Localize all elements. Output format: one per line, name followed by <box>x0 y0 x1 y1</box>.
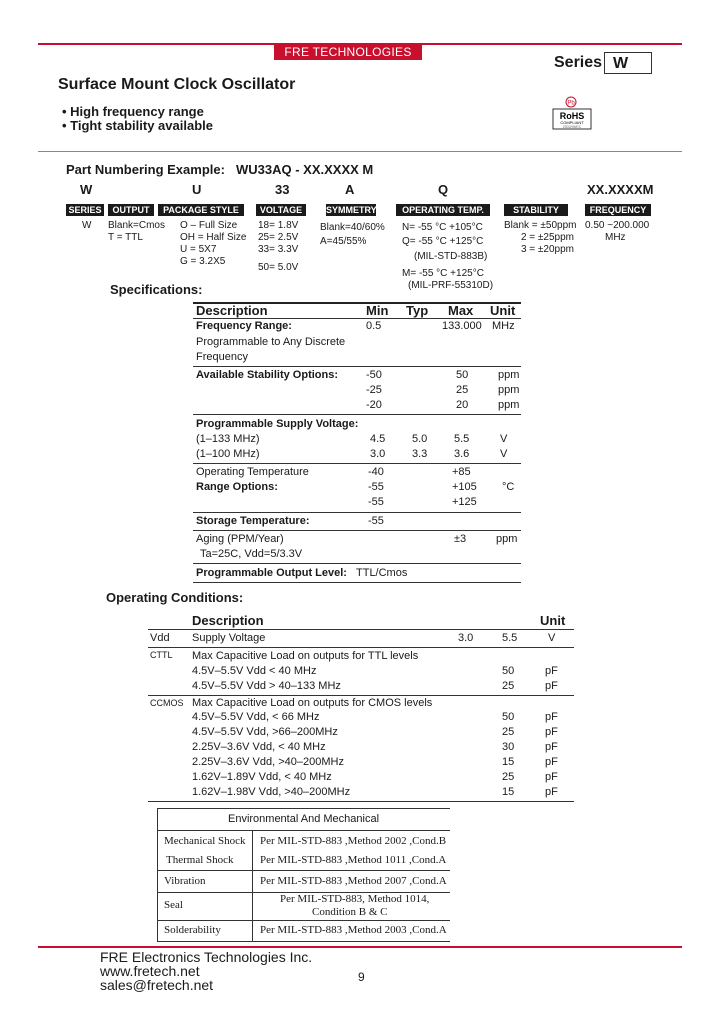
output-option: Blank=Cmos <box>108 220 165 231</box>
temp-options <box>402 222 493 292</box>
code-frequency: XX.XXXXM <box>587 182 654 197</box>
tag-stability: STABILITY <box>504 204 568 216</box>
env-item-thermal-shock: Thermal Shock <box>166 854 234 866</box>
rohs-sub2: 2002/95/EC <box>562 125 582 129</box>
code-temp: Q <box>438 182 449 197</box>
stability-option: Blank = ±50ppm <box>504 220 577 231</box>
env-spec-thermal-shock: Per MIL-STD-883 ,Method 1011 ,Cond.A <box>260 854 447 866</box>
stab-max: 20 <box>456 399 469 411</box>
tag-series: SERIES <box>66 204 104 216</box>
series-label: Series <box>554 54 603 71</box>
oc-col-unit: Unit <box>540 613 566 628</box>
tag-operating-temp: OPERATING TEMP. <box>396 204 490 216</box>
vdd-unit: V <box>548 632 556 644</box>
vdd-description: Supply Voltage <box>192 632 266 644</box>
rohs-badge <box>552 96 598 130</box>
cmos-row-unit: pF <box>545 756 558 768</box>
ttl-row-unit: pF <box>545 680 558 692</box>
supply-voltage-label: Programmable Supply Voltage: <box>196 418 359 430</box>
temp-option-note: (MIL-PRF-55310D) <box>408 280 494 291</box>
env-left-border <box>157 808 158 942</box>
aging-max: ±3 <box>454 533 467 545</box>
spec-row-rule <box>193 563 521 564</box>
supply-unit: V <box>500 448 508 460</box>
spec-header-rule <box>193 318 521 319</box>
ttl-title: Max Capacitive Load on outputs for TTL levels <box>192 650 419 662</box>
optemp-max: +85 <box>452 466 471 478</box>
symmetry-option: A=45/55% <box>320 236 367 247</box>
temp-option: N= -55 °C +105°C <box>402 222 483 233</box>
frequency-option: MHz <box>605 232 626 243</box>
env-spec-solderability: Per MIL-STD-883 ,Method 2003 ,Cond.A <box>260 924 447 936</box>
range-options-label: Range Options: <box>196 481 278 493</box>
env-row-rule <box>157 920 450 921</box>
env-item-mechanical-shock: Mechanical Shock <box>164 835 246 847</box>
package-option: U = 5X7 <box>180 244 217 255</box>
spec-bottom-rule <box>193 582 521 583</box>
optemp-unit: °C <box>502 481 515 493</box>
env-item-seal: Seal <box>164 899 183 911</box>
footer-website[interactable]: www.fretech.net <box>100 963 200 979</box>
cmos-row-value: 25 <box>502 726 515 738</box>
ttl-row-unit: pF <box>545 665 558 677</box>
bullet-1: • High frequency range <box>62 104 204 119</box>
cmos-row-unit: pF <box>545 711 558 723</box>
brand-banner: FRE TECHNOLOGIES <box>274 44 422 60</box>
voltage-option: 18= 1.8V <box>258 220 299 231</box>
spec-col-min: Min <box>366 303 389 318</box>
part-numbering-heading: Part Numbering Example: <box>66 162 225 177</box>
spec-row-rule <box>193 463 521 464</box>
supply-typ: 3.3 <box>412 448 428 460</box>
stab-min: -25 <box>366 384 382 396</box>
package-option: OH = Half Size <box>180 232 247 243</box>
output-option: T = TTL <box>108 232 143 243</box>
optemp-max: +125 <box>452 496 477 508</box>
symmetry-option: Blank=40/60% <box>320 222 385 233</box>
stab-unit: ppm <box>498 369 520 381</box>
env-title: Environmental And Mechanical <box>227 813 380 825</box>
code-series: W <box>80 182 93 197</box>
vdd-max: 5.5 <box>502 632 518 644</box>
tag-package-style: PACKAGE STYLE <box>158 204 244 216</box>
optemp-min: -55 <box>368 481 384 493</box>
stability-options <box>504 220 577 256</box>
supply-min: 3.0 <box>370 448 386 460</box>
env-spec-seal-cont: Condition B & C <box>312 906 388 918</box>
rohs-icon <box>552 96 598 132</box>
cmos-row-value: 15 <box>502 786 515 798</box>
env-bottom-rule <box>157 941 450 942</box>
output-level-value: TTL/Cmos <box>356 567 408 579</box>
cmos-row-desc: 2.25V–3.6V Vdd, < 40 MHz <box>192 741 326 753</box>
oc-col-description: Description <box>192 613 264 628</box>
stability-options-label: Available Stability Options: <box>196 369 339 381</box>
spec-col-description: Description <box>196 303 268 318</box>
symmetry-options <box>320 222 385 248</box>
cmos-row-value: 15 <box>502 756 515 768</box>
oc-bottom-rule <box>148 801 574 802</box>
code-symmetry: A <box>345 182 355 197</box>
tag-voltage: VOLTAGE <box>256 204 306 216</box>
voltage-option: 50= 5.0V <box>258 262 299 273</box>
storage-temp-label: Storage Temperature: <box>196 515 310 527</box>
freq-range-max: 133.000 <box>442 320 482 332</box>
stab-unit: ppm <box>498 384 520 396</box>
output-options <box>108 220 165 244</box>
frequency-options <box>585 220 649 244</box>
tag-output: OUTPUT <box>108 204 154 216</box>
header-divider <box>38 151 682 152</box>
env-item-vibration: Vibration <box>164 875 206 887</box>
ttl-symbol: CTTL <box>150 650 173 660</box>
output-level-label: Programmable Output Level: <box>196 567 347 579</box>
aging-label: Aging (PPM/Year) <box>196 533 284 545</box>
footer-company: FRE Electronics Technologies Inc. <box>100 949 313 965</box>
optemp-max: +105 <box>452 481 477 493</box>
ttl-row-desc: 4.5V–5.5V Vdd > 40–133 MHz <box>192 680 341 692</box>
env-item-solderability: Solderability <box>164 924 221 936</box>
bullet-2: • Tight stability available <box>62 118 213 133</box>
env-title-rule <box>157 830 450 831</box>
code-output: U <box>192 182 202 197</box>
cmos-row-desc: 2.25V–3.6V Vdd, >40–200MHz <box>192 756 344 768</box>
spec-col-unit: Unit <box>490 303 516 318</box>
freq-range-unit: MHz <box>492 320 515 332</box>
env-row-rule <box>157 870 450 871</box>
freq-range-note: Frequency <box>196 351 248 363</box>
stability-option: 2 = ±25ppm <box>520 232 574 243</box>
freq-range-note: Programmable to Any Discrete <box>196 336 346 348</box>
cmos-row-desc: 1.62V–1.98V Vdd, >40–200MHz <box>192 786 351 798</box>
stab-max: 50 <box>456 369 469 381</box>
freq-range-label: Frequency Range: <box>196 320 292 332</box>
stab-unit: ppm <box>498 399 520 411</box>
voltage-option: 25= 2.5V <box>258 232 299 243</box>
bullet-1-text: High frequency range <box>70 104 204 119</box>
footer-email[interactable]: sales@fretech.net <box>100 977 214 993</box>
aging-note: Ta=25C, Vdd=5/3.3V <box>200 548 303 560</box>
tag-frequency: FREQUENCY <box>585 204 651 216</box>
tag-symmetry: SYMMETRY <box>326 205 377 215</box>
rohs-sub: COMPLIANT <box>560 120 584 125</box>
page-title: Surface Mount Clock Oscillator <box>58 76 296 93</box>
cmos-title: Max Capacitive Load on outputs for CMOS levels <box>192 697 433 709</box>
env-spec-mechanical-shock: Per MIL-STD-883 ,Method 2002 ,Cond.B <box>260 835 447 847</box>
supply-range: (1–100 MHz) <box>196 448 260 460</box>
specifications-heading: Specifications: <box>110 282 203 297</box>
operating-temp-label: Operating Temperature <box>196 466 309 478</box>
oc-header-rule <box>148 629 574 630</box>
freq-range-min: 0.5 <box>366 320 382 332</box>
stab-max: 25 <box>456 384 469 396</box>
voltage-option: 33= 3.3V <box>258 244 299 255</box>
cmos-row-desc: 1.62V–1.89V Vdd, < 40 MHz <box>192 771 332 783</box>
optemp-min: -55 <box>368 496 384 508</box>
voltage-options <box>258 220 298 274</box>
aging-unit: ppm <box>496 533 518 545</box>
oc-row-rule <box>148 647 574 648</box>
code-voltage: 33 <box>275 182 290 197</box>
ttl-row-desc: 4.5V–5.5V Vdd < 40 MHz <box>192 665 317 677</box>
frequency-option: 0.50 ~200.000 <box>585 220 650 231</box>
optemp-min: -40 <box>368 466 384 478</box>
footer-rule <box>38 946 682 948</box>
env-top-rule <box>157 808 450 809</box>
spec-col-typ: Typ <box>406 303 429 318</box>
temp-option: M= -55 °C +125°C <box>402 268 484 279</box>
stability-option: 3 = ±20ppm <box>520 244 574 255</box>
series-option: W <box>82 220 92 231</box>
spec-row-rule <box>193 512 521 513</box>
cmos-row-unit: pF <box>545 771 558 783</box>
cmos-row-value: 25 <box>502 771 515 783</box>
cmos-row-unit: pF <box>545 726 558 738</box>
stab-min: -20 <box>366 399 382 411</box>
rohs-pb: Pb <box>567 100 575 107</box>
ttl-row-value: 50 <box>502 665 515 677</box>
supply-max: 3.6 <box>454 448 470 460</box>
temp-option: Q= -55 °C +125°C <box>402 236 484 247</box>
supply-typ: 5.0 <box>412 433 428 445</box>
part-numbering-example: WU33AQ - XX.XXXX M <box>236 162 374 177</box>
cmos-row-desc: 4.5V–5.5V Vdd, >66–200MHz <box>192 726 338 738</box>
temp-option-note: (MIL-STD-883B) <box>414 251 488 262</box>
operating-conditions-heading: Operating Conditions: <box>106 590 244 605</box>
spec-row-rule <box>193 366 521 367</box>
supply-range: (1–133 MHz) <box>196 433 260 445</box>
storage-temp-min: -55 <box>368 515 384 527</box>
cmos-row-value: 50 <box>502 711 515 723</box>
cmos-row-unit: pF <box>545 741 558 753</box>
rohs-label: RoHS <box>559 111 585 121</box>
package-option: O – Full Size <box>180 220 238 231</box>
env-col-divider <box>252 830 253 942</box>
spec-row-rule <box>193 414 521 415</box>
cmos-row-value: 30 <box>502 741 515 753</box>
ttl-row-value: 25 <box>502 680 515 692</box>
env-spec-vibration: Per MIL-STD-883 ,Method 2007 ,Cond.A <box>260 875 447 887</box>
spec-row-rule <box>193 530 521 531</box>
bullet-2-text: Tight stability available <box>70 118 213 133</box>
vdd-min: 3.0 <box>458 632 474 644</box>
page-number: 9 <box>358 970 365 984</box>
package-options <box>180 220 246 268</box>
oc-row-rule <box>148 695 574 696</box>
vdd-symbol: Vdd <box>150 632 170 644</box>
package-option: G = 3.2X5 <box>180 256 226 267</box>
cmos-row-unit: pF <box>545 786 558 798</box>
series-value-box: W <box>604 52 652 74</box>
supply-max: 5.5 <box>454 433 470 445</box>
cmos-symbol: CCMOS <box>150 698 184 708</box>
stab-min: -50 <box>366 369 382 381</box>
supply-min: 4.5 <box>370 433 386 445</box>
env-spec-seal: Per MIL-STD-883, Method 1014, <box>280 893 430 905</box>
cmos-row-desc: 4.5V–5.5V Vdd, < 66 MHz <box>192 711 320 723</box>
supply-unit: V <box>500 433 508 445</box>
spec-col-max: Max <box>448 303 474 318</box>
